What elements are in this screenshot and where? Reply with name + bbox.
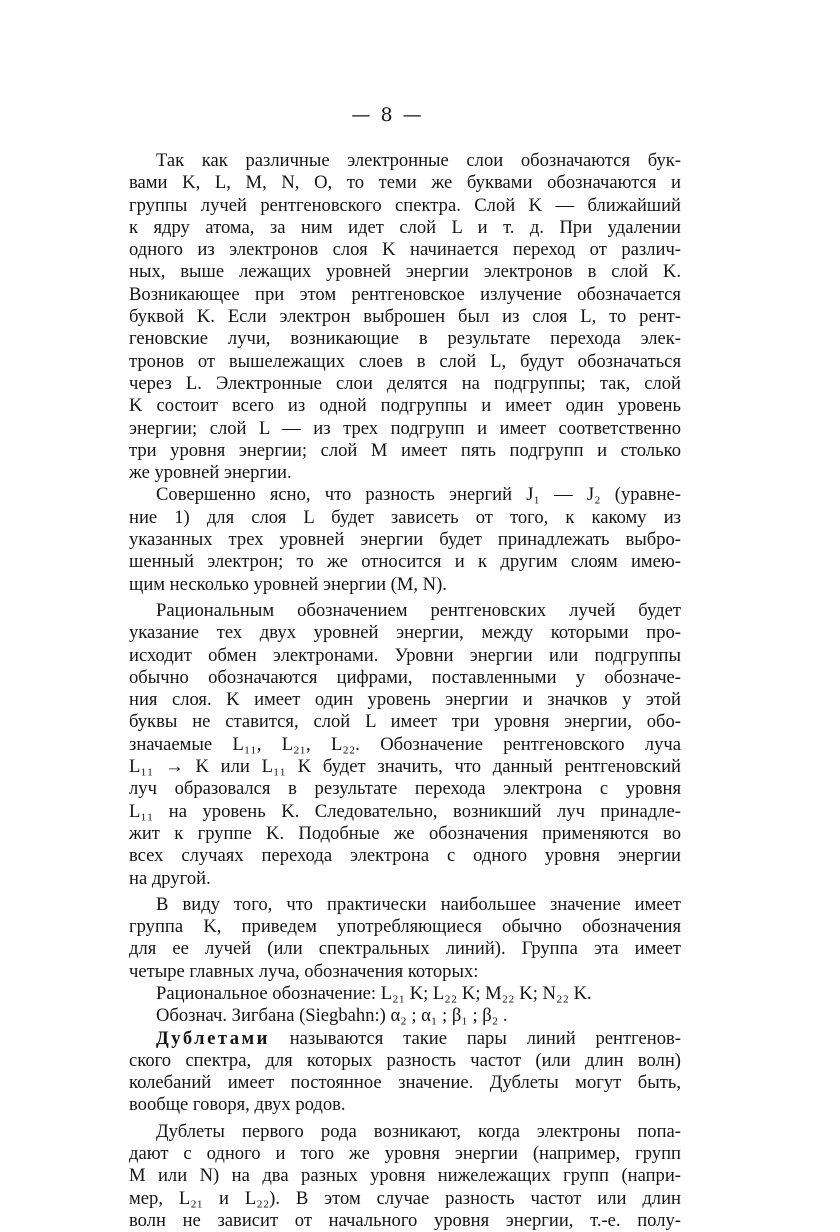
text-line: Совершенно ясно, что разность энергий J₁ — J₂ (уравне-	[156, 484, 681, 506]
spaced-term: Дублетами	[156, 1027, 270, 1049]
text-line: жит к группе K. Подобные же обозначения применяются во	[129, 822, 681, 844]
paragraph-layers	[129, 150, 681, 484]
text-line: Рациональным обозначением рентгеновских лучей будет	[156, 599, 681, 621]
text-line: геновские лучи, возникающие в результате перехода элек-	[129, 328, 681, 350]
text-line: Возникающее при этом рентгеновское излучение обозначается	[129, 283, 681, 305]
text-line: волн не зависит от начального уровня энергии, т.-е. полу-	[129, 1209, 681, 1231]
text-line: дают с одного и того же уровня энергии (например, групп	[129, 1143, 681, 1165]
text-line: исходит обмен электронами. Уровни энергии или подгруппы	[129, 644, 681, 666]
text-line: вами K, L, M, N, O, то теми же буквами обозначаются и	[129, 172, 681, 194]
text-line: указание тех двух уровней энергии, между которыми про-	[129, 622, 681, 644]
text-line: всех случаях перехода электрона с одного уровня энергии	[129, 845, 681, 867]
text-fragment: называются такие пары линий рентгенов-	[289, 1027, 681, 1049]
text-line: щим несколько уровней энергии (M, N).	[129, 573, 447, 595]
paragraph-energy-difference	[129, 484, 681, 595]
text-line: на другой.	[129, 867, 211, 889]
text-line: K состоит всего из одной подгруппы и имеет один уровень	[129, 395, 681, 417]
text-line: шенный электрон; то же относится и к другим слоям имею-	[129, 551, 681, 573]
paragraph-group-k	[129, 894, 681, 983]
text-line: M или N) на два разных уровня нижележащих групп (напри-	[129, 1165, 681, 1187]
text-line: значаемые L₁₁, L₂₁, L₂₂. Обозначение рентгеновского луча	[129, 733, 681, 755]
text-line: ского спектра, для которых разность частот (или длин волн)	[129, 1049, 681, 1071]
text-line: L₁₁ → K или L₁₁ K будет значить, что данный рентгеновский	[129, 756, 681, 778]
text-line: В виду того, что практически наибольшее значение имеет	[156, 893, 681, 915]
text-line: тронов от вышележащих слоев в слой L, будут обозначаться	[129, 350, 681, 372]
body-text	[129, 150, 681, 1232]
notation-table	[129, 983, 681, 1028]
text-line: L₁₁ на уровень K. Следовательно, возникший луч принадле-	[129, 800, 681, 822]
text-line: группа K, приведем употребляющиеся обычно обозначения	[129, 916, 681, 938]
text-line: ных, выше лежащих уровней энергии электронов в слой K.	[129, 261, 681, 283]
text-line: для ее лучей (или спектральных линий). Группа эта имеет	[129, 938, 681, 960]
text-line: Дублеты первого рода возникают, когда электроны попа-	[156, 1120, 681, 1142]
text-line: буквой K. Если электрон выброшен был из слоя L, то рент-	[129, 306, 681, 328]
text-line: четыре главных луча, обозначения которых:	[129, 960, 479, 982]
text-line: обычно обозначаются цифрами, поставленными у обозначе-	[129, 666, 681, 688]
text-line: Обознач. Зигбана (Siegbahn:) α₂ ; α₁ ; β₁ ; β₂ .	[156, 1005, 508, 1027]
text-line: колебаний имеет постоянное значение. Дублеты могут быть,	[129, 1072, 681, 1094]
text-line: буквы не ставится, слой L имеет три уровня энергии, обо-	[129, 711, 681, 733]
paragraph-rational-notation	[129, 600, 681, 890]
text-line: одного из электронов слоя K начинается переход от различ-	[129, 239, 681, 261]
text-line	[129, 1028, 681, 1050]
text-line: мер, L₂₁ и L₂₂). В этом случае разность частот или длин	[129, 1187, 681, 1209]
text-line: указанных трех уровней энергии будет принадлежать выбро-	[129, 529, 681, 551]
text-line: вообще говоря, двух родов.	[129, 1094, 346, 1116]
text-line: три уровня энергии; слой M имеет пять подгрупп и столько	[129, 439, 681, 461]
text-line: к ядру атома, за ним идет слой L и т. д. При удалении	[129, 216, 681, 238]
paragraph-doublets	[129, 1028, 681, 1117]
text-line: энергии; слой L — из трех подгрупп и имеет соответственно	[129, 417, 681, 439]
text-line: Рациональное обозначение: L₂₁ K; L₂₂ K; M₂₂ K; N₂₂ K.	[156, 982, 592, 1004]
text-line: же уровней энергии.	[129, 462, 292, 484]
text-line: группы лучей рентгеновского спектра. Слой K — ближайший	[129, 194, 681, 216]
page-number: — 8 —	[351, 104, 424, 126]
text-line: луч образовался в результате перехода электрона с уровня	[129, 778, 681, 800]
text-line: через L. Электронные слои делятся на подгруппы; так, слой	[129, 372, 681, 394]
text-line: Так как различные электронные слои обозначаются бук-	[156, 150, 681, 171]
paragraph-first-kind-doublets	[129, 1121, 681, 1232]
text-line: ния слоя. K имеет один уровень энергии и значков у этой	[129, 689, 681, 711]
text-line: ние 1) для слоя L будет зависеть от того, к какому из	[129, 506, 681, 528]
